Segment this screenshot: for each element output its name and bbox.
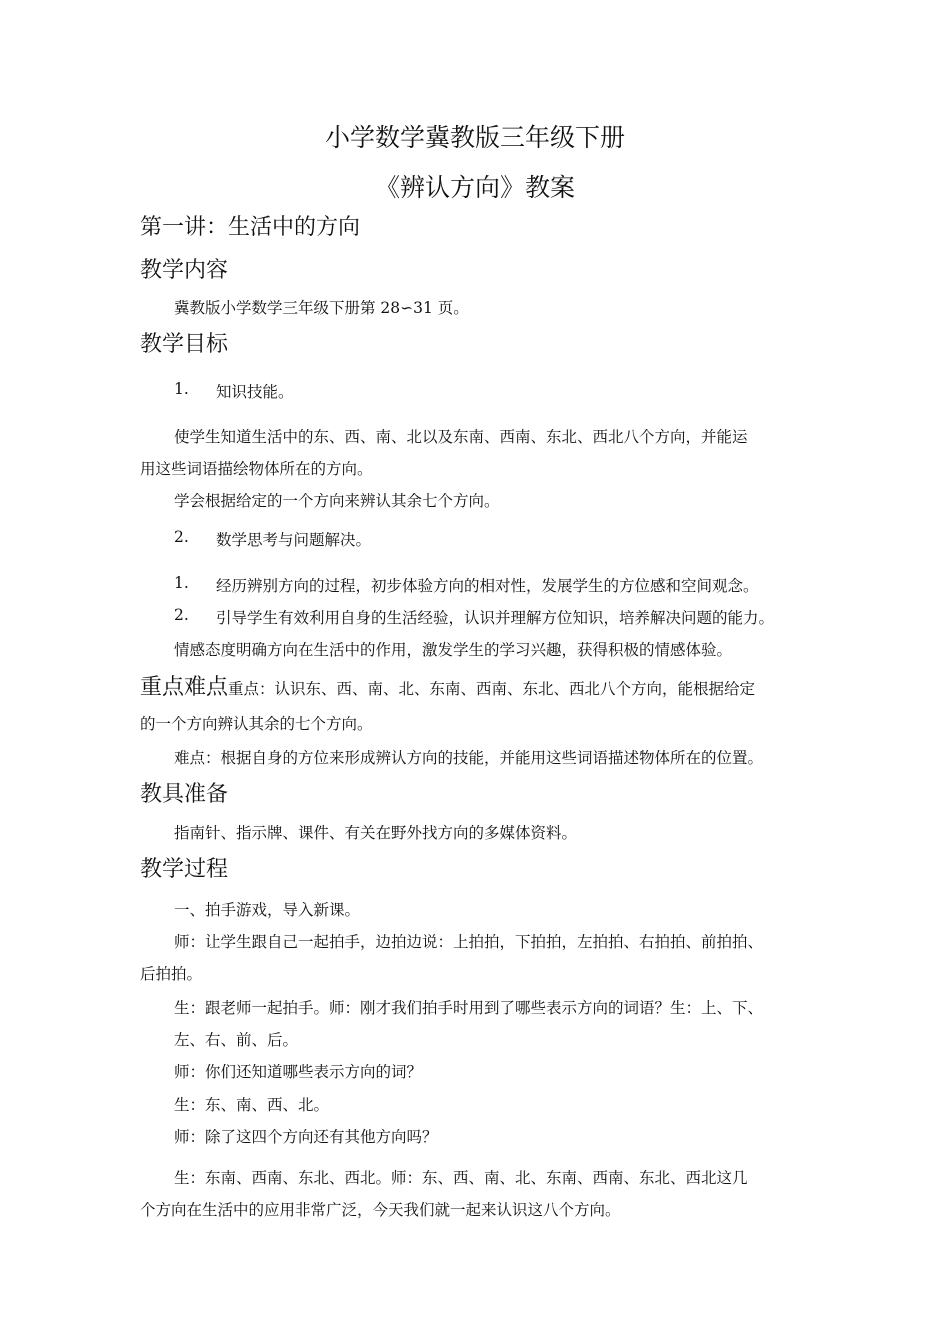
process-line-7a: 生：东南、西南、东北、西北。师：东、西、南、北、东南、西南、东北、西北这几 [174, 1169, 748, 1187]
goal-2-item-2: 引导学生有效利用自身的生活经验，认识并理解方位知识，培养解决问题的能力。 [216, 609, 775, 627]
goal-1-paragraph-1b: 用这些词语描绘物体所在的方向。 [140, 460, 373, 478]
process-line-3b: 左、右、前、后。 [174, 1031, 299, 1049]
key-points-text-a: 重点：认识东、西、南、北、东南、西南、东北、西北八个方向，能根据给定 [228, 680, 756, 698]
section-heading-content: 教学内容 [140, 258, 229, 283]
goal-2-number: 2. [174, 528, 189, 546]
process-line-7b: 个方向在生活中的应用非常广泛，今天我们就一起来认识这八个方向。 [140, 1201, 621, 1219]
doc-title: 小学数学冀教版三年级下册 [324, 123, 625, 152]
process-line-5: 生：东、南、西、北。 [174, 1096, 330, 1114]
goal-1-paragraph-2: 学会根据给定的一个方向来辨认其余七个方向。 [174, 492, 500, 510]
difficult-points: 难点：根据自身的方位来形成辨认方向的技能，并能用这些词语描述物体所在的位置。 [174, 749, 764, 767]
goal-1-paragraph-1a: 使学生知道生活中的东、西、南、北以及东南、西南、东北、西北八个方向，并能运 [174, 428, 748, 446]
lecture-heading: 第一讲：生活中的方向 [140, 215, 361, 240]
doc-subtitle: 《辨认方向》教案 [374, 173, 575, 202]
process-step-1: 一、拍手游戏，导入新课。 [174, 901, 361, 919]
tools-text: 指南针、指示牌、课件、有关在野外找方向的多媒体资料。 [174, 824, 578, 842]
goal-1-label: 知识技能。 [216, 383, 294, 401]
section-heading-process: 教学过程 [140, 857, 229, 882]
section-heading-goals: 教学目标 [140, 332, 229, 357]
goal-2-label: 数学思考与问题解决。 [216, 531, 372, 549]
process-line-6: 师：除了这四个方向还有其他方向吗？ [174, 1128, 438, 1146]
section-heading-tools: 教具准备 [140, 782, 229, 807]
process-line-4: 师：你们还知道哪些表示方向的词？ [174, 1063, 423, 1081]
key-points-line-1 [140, 670, 755, 701]
section-heading-key: 重点难点 [140, 675, 229, 700]
goal-2-item-1-number: 1. [174, 574, 189, 592]
process-line-2a: 师：让学生跟自己一起拍手，边拍边说：上拍拍，下拍拍，左拍拍、右拍拍、前拍拍、 [174, 933, 764, 951]
emotion-text: 情感态度明确方向在生活中的作用，激发学生的学习兴趣，获得积极的情感体验。 [174, 641, 733, 659]
process-line-2b: 后拍拍。 [140, 965, 203, 983]
goal-2-item-2-number: 2. [174, 606, 189, 624]
key-points-line-2: 的一个方向辨认其余的七个方向。 [140, 715, 373, 733]
process-line-3a: 生：跟老师一起拍手。师：刚才我们拍手时用到了哪些表示方向的词语？生：上、下、 [174, 999, 764, 1017]
content-text: 冀教版小学数学三年级下册第 28∽31 页。 [174, 299, 469, 317]
goal-2-item-1: 经历辨别方向的过程，初步体验方向的相对性，发展学生的方位感和空间观念。 [216, 577, 759, 595]
goal-1-number: 1. [174, 380, 189, 398]
